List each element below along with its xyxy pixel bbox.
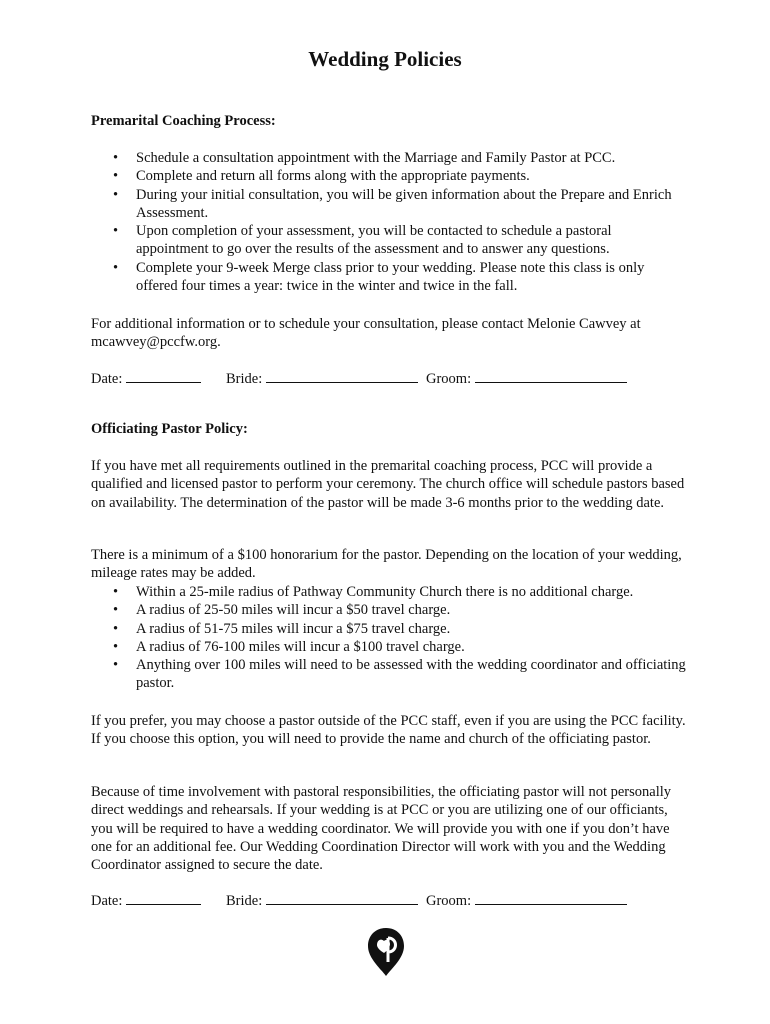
premarital-heading: Premarital Coaching Process: <box>91 113 276 129</box>
officiating-paragraph-2: There is a minimum of a $100 honorarium for the pastor. Depending on the location of your wedding, mileage rates may be added. <box>91 547 682 582</box>
list-item: • A radius of 76-100 miles will incur a $100 travel charge. <box>113 638 465 655</box>
bride-line <box>266 369 418 383</box>
bride-label: Bride: <box>226 371 263 387</box>
premarital-bullet-list <box>91 149 687 295</box>
officiating-paragraph-4: Because of time involvement with pastoral responsibilities, the officiating pastor will not personally direct weddings and rehearsals. If your wedding is at PCC or you are utilizing one of our officiants, you will be required to have a wedding coordinator. We will provide you with one if you don’t have one for an additional fee. Our Wedding Coordination Director will work with you and the Wedding Coordinator assigned to secure the date. <box>91 784 672 874</box>
bride-label: Bride: <box>226 893 263 909</box>
date-field[interactable] <box>91 369 201 388</box>
bullet-icon: • <box>113 223 119 240</box>
bullet-icon: • <box>113 620 119 637</box>
contact-paragraph: For additional information or to schedule your consultation, please contact Melonie Cawvey at mcawvey@pccfw.org. <box>91 316 641 351</box>
groom-line <box>475 891 627 905</box>
officiating-paragraph-3: If you prefer, you may choose a pastor outside of the PCC staff, even if you are using the PCC facility. If you choose this option, you will need to provide the name and church of the officiating pastor. <box>91 713 686 748</box>
bullet-icon: • <box>113 657 119 674</box>
bride-field[interactable] <box>226 891 418 910</box>
bullet-icon: • <box>113 150 119 166</box>
date-field[interactable] <box>91 891 201 910</box>
date-label: Date: <box>91 371 123 387</box>
bride-line <box>266 891 418 905</box>
officiating-paragraph-1: If you have met all requirements outlined in the premarital coaching process, PCC will provide a qualified and licensed pastor to perform your ceremony. The church office will schedule pastors based on availability. The determination of the pastor will be made 3-6 months prior to the wedding date. <box>91 458 685 511</box>
pathway-church-logo-icon <box>366 926 406 978</box>
bullet-icon: • <box>113 168 119 185</box>
date-label: Date: <box>91 893 123 909</box>
list-item: • Complete and return all forms along with the appropriate payments. <box>113 168 530 185</box>
mileage-bullet-list <box>91 583 687 693</box>
signature-row-1 <box>91 369 687 389</box>
list-item: • Within a 25-mile radius of Pathway Community Church there is no additional charge. <box>113 584 634 600</box>
date-line <box>126 369 201 383</box>
date-line <box>126 891 201 905</box>
groom-label: Groom: <box>426 893 472 909</box>
bullet-icon: • <box>113 186 119 203</box>
list-item: • During your initial consultation, you will be given information about the Prepare and Enrich Assessment. <box>113 186 672 221</box>
list-item: • Anything over 100 miles will need to be assessed with the wedding coordinator and officiating pastor. <box>113 657 686 692</box>
bullet-icon: • <box>113 259 119 276</box>
bullet-icon: • <box>113 638 119 655</box>
bullet-icon: • <box>113 584 119 600</box>
signature-row-2 <box>91 891 687 911</box>
groom-line <box>475 369 627 383</box>
list-item: • Schedule a consultation appointment with the Marriage and Family Pastor at PCC. <box>113 150 616 166</box>
groom-field[interactable] <box>426 891 627 910</box>
bride-field[interactable] <box>226 369 418 388</box>
groom-field[interactable] <box>426 369 627 388</box>
list-item: • Upon completion of your assessment, you will be contacted to schedule a pastoral appointment to go over the results of the assessment and to answer any questions. <box>113 223 612 258</box>
list-item: • A radius of 51-75 miles will incur a $75 travel charge. <box>113 620 451 637</box>
page-title: Wedding Policies <box>308 47 462 71</box>
officiating-heading: Officiating Pastor Policy: <box>91 421 248 437</box>
bullet-icon: • <box>113 602 119 619</box>
groom-label: Groom: <box>426 371 472 387</box>
list-item: • Complete your 9-week Merge class prior to your wedding. Please note this class is only offered four times a year: twice in the winter and twice in the fall. <box>113 259 645 295</box>
list-item: • A radius of 25-50 miles will incur a $50 travel charge. <box>113 602 451 619</box>
